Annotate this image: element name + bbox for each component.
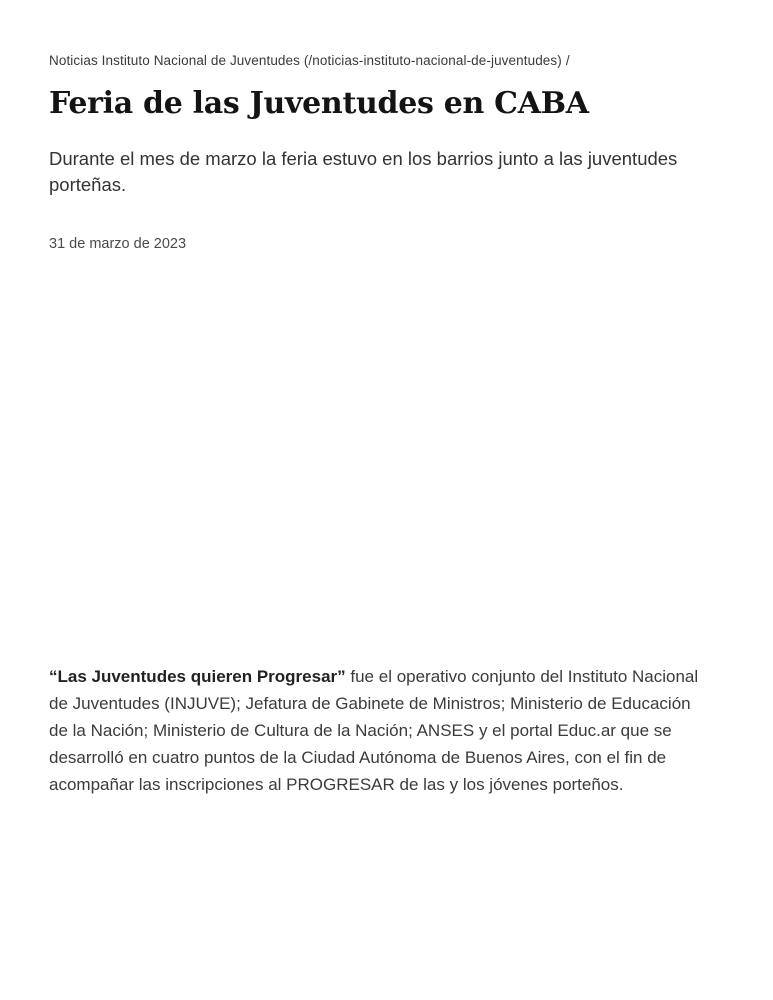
breadcrumb <box>49 52 712 70</box>
article-lede: Durante el mes de marzo la feria estuvo en los barrios junto a las juventudes porteñas. <box>49 148 678 195</box>
page-title: Feria de las Juventudes en CABA <box>49 86 589 121</box>
article-date: 31 de marzo de 2023 <box>49 236 187 252</box>
article-image-placeholder <box>49 254 712 663</box>
article-paragraph <box>49 663 712 798</box>
breadcrumb-link[interactable]: Noticias Instituto Nacional de Juventudes (/noticias-instituto-nacional-de-juventudes) <box>49 53 562 68</box>
paragraph-text: fue el operativo conjunto del Instituto Nacional de Juventudes (INJUVE); Jefatura de Gabinete de Ministros; Ministerio de Educación de la Nación; Ministerio de Cultura de la Nación; ANSES y el portal Educ.ar que se desarrolló en cuatro puntos de la Ciudad Autónoma de Buenos Aires, con el fin de acompañar las inscripciones al PROGRESAR de las y los jóvenes porteños. <box>49 667 699 794</box>
breadcrumb-separator: / <box>565 53 570 68</box>
paragraph-bold-lead: “Las Juventudes quieren Progresar” <box>49 667 346 686</box>
